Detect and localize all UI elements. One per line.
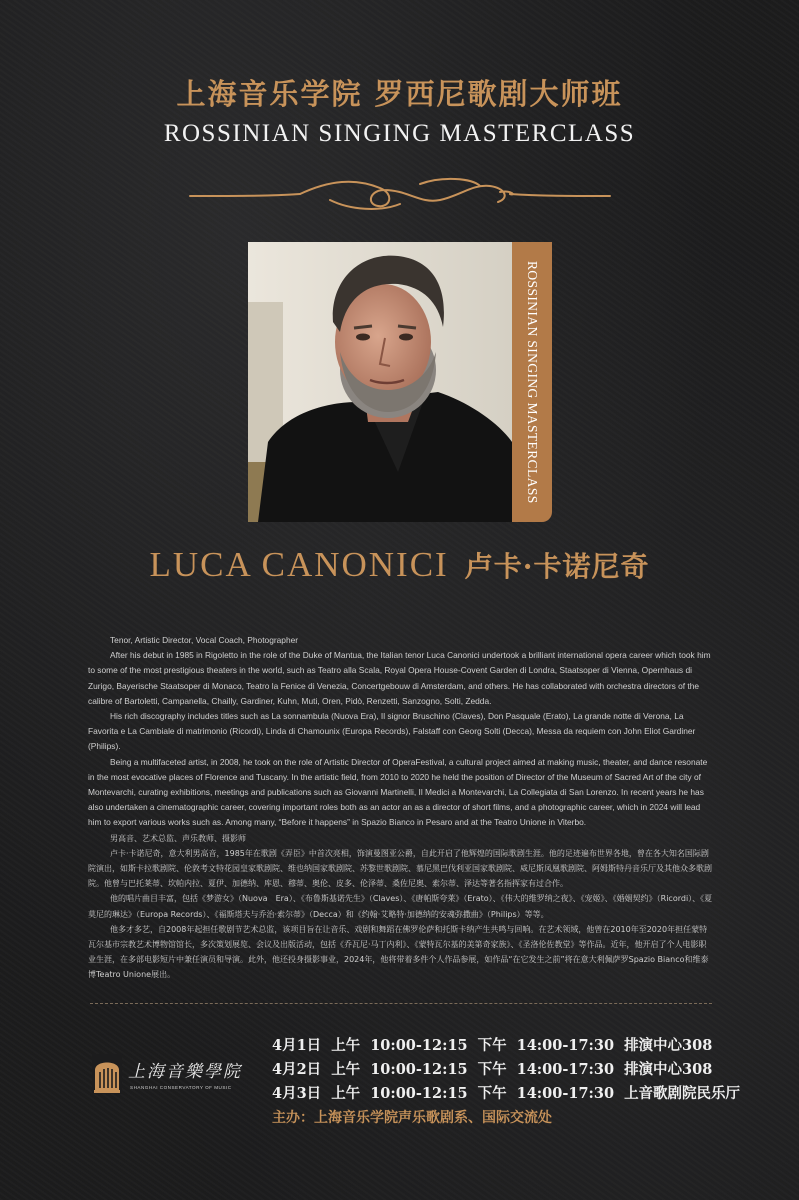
bio-cn-roles: 男高音、艺术总监、声乐教师、摄影师 — [110, 833, 246, 843]
portrait-illustration — [248, 242, 512, 522]
schedule-pm-label: 下午 — [477, 1037, 507, 1054]
schedule-pm-time: 14:00-17:30 — [516, 1037, 615, 1054]
flourish-ornament — [180, 170, 620, 220]
organizer-line: 主办：上海音乐学院声乐歌剧系、国际交流处 — [272, 1110, 552, 1126]
schedule-pm-time: 14:00-17:30 — [516, 1085, 615, 1102]
artist-name-en: LUCA CANONICI — [149, 545, 449, 584]
logo-name-cn: 上海音樂學院 — [128, 1062, 242, 1082]
artist-name — [0, 545, 799, 585]
bio-cn-career: 卢卡·卡诺尼奇，意大利男高音，1985年在歌剧《弄臣》中首次亮相，饰演曼图亚公爵，自此开启了他辉煌的国际歌剧生涯。他的足迹遍布世界各地，曾在各大知名国际剧院演出，如斯卡拉歌剧院、伦敦考文特花园皇家歌剧院、维也纳国家歌剧院、苏黎世歌剧院、慕尼黑巴伐利亚国家歌剧院、威尼斯凤凰歌剧院、阿姆斯特丹音乐厅及其他众多歌剧院。他曾与巴托莱蒂、坎帕内拉、夏伊、加德纳、库恩、穆蒂、奥伦、皮多、伦泽蒂、桑佐尼奥、索尔蒂、泽达等著名指挥家有过合作。 — [88, 848, 712, 889]
artist-name-cn: 卢卡·卡诺尼奇 — [464, 550, 650, 583]
schedule-date: 4月1日 — [272, 1037, 322, 1054]
biography — [88, 633, 713, 983]
portrait-photo — [248, 242, 512, 522]
schedule-venue: 排演中心308 — [624, 1061, 713, 1078]
bio-en-career: After his debut in 1985 in Rigoletto in the role of the Duke of Mantua, the Italian tenor Luca Canonici undertook a brilliant international opera career which took him to some of the most prestigious theaters in the world, such as Teatro alla Scala, Royal Opera House-Covent Garden di Londra, Staatsoper di Vienna, Opernhaus di Zurigo, Bayerische Staatsoper di Monaco, Teatro la Fenice di Venezia, Concertgebouw di Amsterdam, and others. He has collaborated with orchestra directors of the calibre of Bartoletti, Campanella, Chailly, Gardiner, Kuhn, Muti, Oren, Pidò, Renzetti, Sanzogno, Solti, Zedda. — [88, 650, 711, 706]
schedule-row — [272, 1058, 732, 1082]
schedule-venue: 排演中心308 — [624, 1037, 713, 1054]
dashed-divider — [90, 1003, 712, 1004]
schedule-row — [272, 1034, 732, 1058]
logo-name-en: SHANGHAI CONSERVATORY OF MUSIC — [130, 1085, 232, 1090]
schedule-date: 4月3日 — [272, 1085, 322, 1102]
photo-side-label: ROSSINIAN SINGING MASTERCLASS — [525, 260, 540, 504]
english-title: ROSSINIAN SINGING MASTERCLASS — [163, 120, 636, 147]
schedule-am-label: 上午 — [331, 1085, 361, 1102]
bio-en-roles: Tenor, Artistic Director, Vocal Coach, Photographer — [110, 635, 299, 645]
schedule-pm-time: 14:00-17:30 — [516, 1061, 615, 1078]
schedule-am-time: 10:00-12:15 — [370, 1037, 468, 1054]
bio-en-discography: His rich discography includes titles such as La sonnambula (Nuova Era), Il signor Bruschino (Claves), Don Pasquale (Erato), La grande notte di Verona, La Favorita e La Cambiale di matrimonio (Ricordi), Linda di Chamounix (Europa Records), Falstaff con Georg Solti (Decca), Messa da requiem con John Eliot Gardiner (Philips). — [88, 711, 696, 752]
bio-en-artistic: Being a multifaceted artist, in 2008, he took on the role of Artistic Director of OperaFestival, a cultural project aimed at making music, theater, and dance resonate in the most evocative places of Florence and Tuscany. In the artistic field, from 2010 to 2020 he held the position of Director of the Museum of Sacred Art of the city of Montevarchi, curating exhibitions, meetings and publications such as Giovanni Martinelli, Il Medici a Montevarchi, La Collegiata di San Lorenzo. In recent years he has also undertaken a cinematographic career, covering important roles both as an actor an as a director of short films, and a photographic career, which in 2024 will lead him to export various works such as. Among many, “Before it happens” in Spazio Bianco in Pesaro and at the Teatro Unione in Viterbo. — [88, 756, 708, 828]
schedule-am-label: 上午 — [331, 1037, 361, 1054]
conservatory-emblem-icon — [92, 1054, 122, 1094]
schedule-venue: 上音歌剧院民乐厅 — [624, 1085, 741, 1102]
schedule-date: 4月2日 — [272, 1061, 322, 1078]
conservatory-logo — [92, 1050, 262, 1100]
bio-cn-artistic: 他多才多艺，自2008年起担任歌剧节艺术总监，该项目旨在让音乐、戏剧和舞蹈在佛罗伦萨和托斯卡纳产生共鸣与回响。在艺术领域，他曾在2010年至2020年担任蒙特瓦尔基市宗教艺术博物馆馆长，多次策划展览、会议及出版活动，包括《乔瓦尼·马丁内利》、《蒙特瓦尔基的美第奇家族》、《圣洛伦佐教堂》等作品。近年，他开启了个人电影职业生涯，在多部电影短片中兼任演员和导演。此外，他还投身摄影事业，2024年，他将带着多件个人作品参展，如作品“在它发生之前”将在意大利佩萨罗Spazio Bianco和维泰博Teatro Unione展出。 — [88, 924, 709, 980]
schedule — [272, 1034, 741, 1106]
schedule-pm-label: 下午 — [477, 1085, 507, 1102]
chinese-title: 上海音乐学院 罗西尼歌剧大师班 — [176, 77, 623, 111]
schedule-row — [272, 1082, 741, 1106]
schedule-pm-label: 下午 — [477, 1061, 507, 1078]
schedule-am-label: 上午 — [331, 1061, 361, 1078]
schedule-am-time: 10:00-12:15 — [370, 1061, 468, 1078]
bio-cn-discography: 他的唱片曲目丰富，包括《梦游女》（Nuova Era）、《布鲁斯基诺先生》（Claves）、《唐帕斯夸莱》（Erato）、《伟大的维罗纳之夜》、《宠姬》、《婚姻契约》（Ricordi）、《夏莫尼的琳达》（Europa Records）、《福斯塔夫与乔治·索尔蒂》（Decca）和《约翰·艾略特·加德纳的安魂弥撒曲》（Philips）等等。 — [88, 894, 713, 919]
schedule-am-time: 10:00-12:15 — [370, 1085, 468, 1102]
